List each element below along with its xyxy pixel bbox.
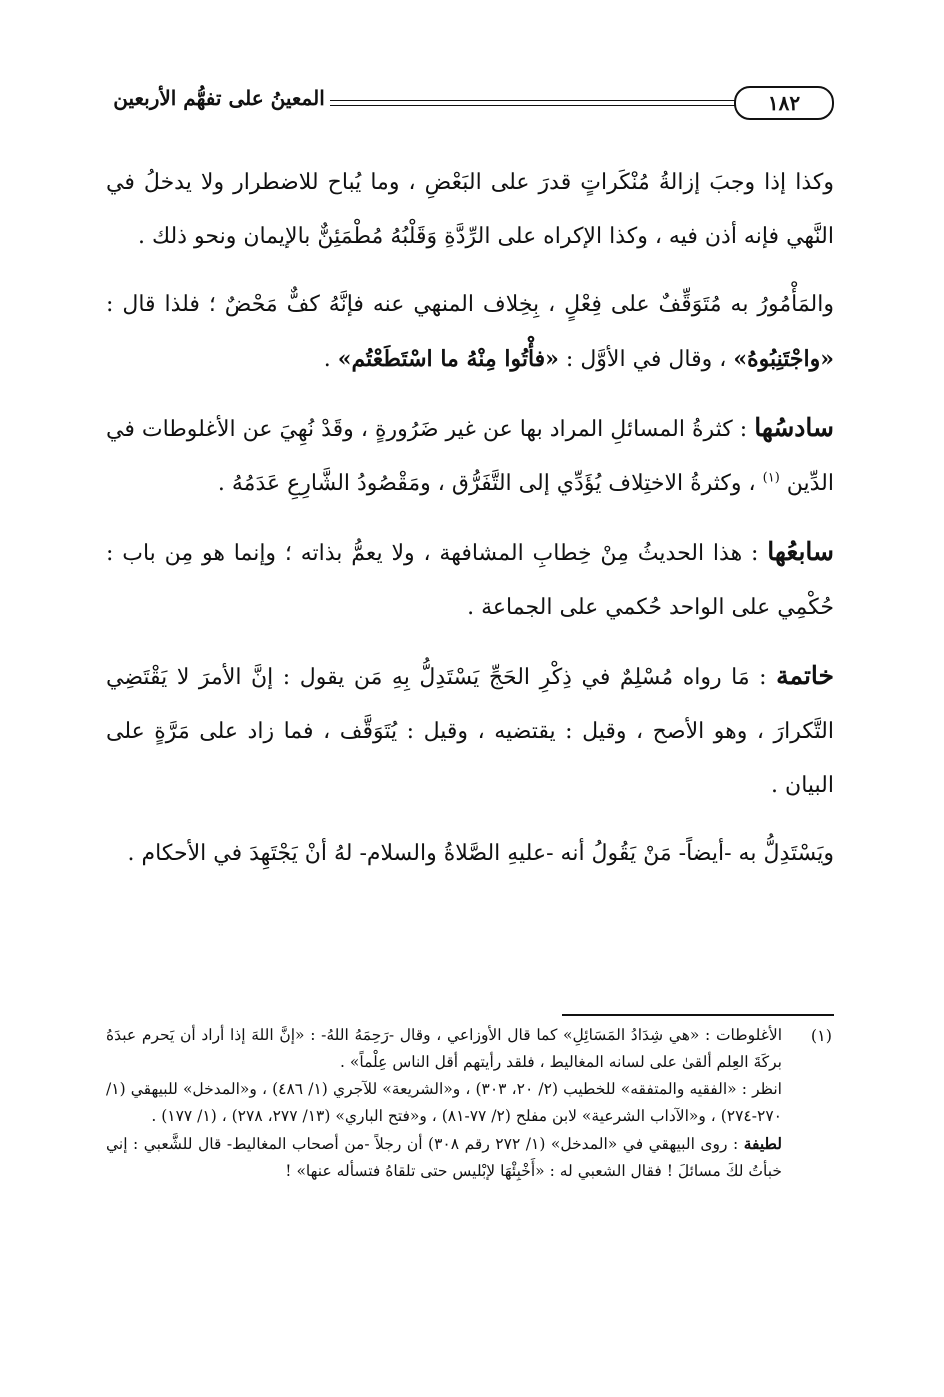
page-number: ١٨٢ — [734, 86, 834, 120]
paragraph-1: وكذا إذا وجبَ إزالةُ مُنْكَراتٍ قدرَ على البَعْضِ ، وما يُباح للاضطرار ولا يدخلُ في النَّهي فإنه أذن فيه ، وكذا الإكراه على الرِّدَّةِ وَقَلْبُهُ مُطْمَئِنٌّ بالإيمان ونحو ذلك . — [106, 170, 834, 249]
paragraph-4 — [106, 525, 834, 635]
footnote-reference[interactable]: (١) — [762, 470, 780, 486]
paragraph-4-text: : هذا الحديثُ مِنْ خِطابِ المشافهة ، ولا يعمُّ بذاته ؛ وإنما هو مِن باب : حُكْمِي على الواحد حُكمي على الجماعة . — [106, 541, 834, 620]
paragraph-5 — [106, 649, 834, 813]
footnote-separator — [562, 1014, 834, 1016]
footnote-line-1: الأغلوطات : «هي شِدَادُ المَسَائِلِ» كما قال الأوزاعي ، وقال -رَحِمَهُ اللهُ- : «إنَّ اللهَ إذا أراد أن يَحرم عبدَهُ بركَةَ العِلم ألقىٰ على لسانه المغاليط ، فلقد رأيتهم أقل الناس عِلْماً» . — [106, 1026, 782, 1071]
paragraph-2-text-c: . — [323, 347, 338, 372]
page-header — [0, 84, 944, 124]
header-rule — [330, 100, 738, 106]
quote-ijtanibuhu: «واجْتَنِبُوهُ» — [733, 346, 834, 372]
paragraph-3-text-a: : كثرةُ المسائلِ المراد بها عن غير ضَرُورةٍ ، وقَدْ نُهِيَ عن الأغلوطات في الدِّين — [106, 417, 834, 496]
paragraph-3-text-b: ، وكثرةُ الاختِلاف يُؤَدِّي إلى التَّفَرُّق ، ومَقْصُودُ الشَّارِعِ عَدَمُهُ . — [217, 471, 763, 496]
paragraph-5-text: : مَا رواه مُسْلِمٌ في ذِكْرِ الحَجِّ يَسْتَدِلُّ بِهِ مَن يقول : إنَّ الأمرَ لا يَقْتَضِي التَّكرارَ ، وهو الأصح ، وقيل : يقتضيه ، وقيل : يُتَوَقَّف ، فما زاد على مَرَّةٍ على البيان . — [106, 665, 834, 798]
heading-conclusion: خاتمة — [776, 661, 834, 690]
footnote-note-text: : روى البيهقي في «المدخل» (١/ ٢٧٢ رقم ٣٠٨) أن رجلاً -من أصحاب المغاليط- قال للشَّعبي : إني خبأتُ لكَ مسائلَ ! فقال الشعبي له : «أَخْبِئْهَا لإبْليس حتى تلقاهُ فتسأله عنها» ! — [106, 1135, 782, 1180]
heading-sixth: سادسُها — [754, 413, 834, 442]
paragraph-2-text-a: والمَأْمُورُ به مُتَوَقِّفٌ على فِعْلٍ ، بِخِلاف المنهي عنه فإنَّهُ كفٌّ مَحْضٌ ؛ فلذا قال : — [106, 292, 834, 317]
book-title: المعينُ على تفهُّم الأربعين — [113, 86, 325, 110]
paragraph-3 — [106, 401, 834, 511]
footnote — [106, 1022, 834, 1185]
quote-fatu-minhu: «فأْتُوا مِنْهُ ما اسْتَطَعْتُم» — [337, 346, 559, 372]
paragraph-2-text-b: ، وقال في الأوَّل : — [558, 347, 734, 372]
footnote-marker: (١) — [810, 1026, 832, 1045]
footnote-line-3 — [106, 1130, 782, 1185]
footnote-note-label: لطيفة — [743, 1134, 782, 1153]
paragraph-2 — [106, 278, 834, 387]
footnote-body — [106, 1022, 782, 1185]
heading-seventh: سابعُها — [767, 537, 834, 566]
main-text — [106, 156, 834, 881]
footnote-line-2: انظر : «الفقيه والمتفقه» للخطيب (٢/ ٢٠، ٣٠٣) ، و«الشريعة» للآجري (١/ ٤٨٦) ، و«المدخل» للبيهقي (١/ ٢٧٠-٢٧٤) ، و«الآداب الشرعية» لابن مفلح (٢/ ٧٧-٨١) ، و«فتح الباري» (١٣/ ٢٧٧، ٢٧٨) ، (١/ ١٧٧) . — [106, 1080, 782, 1125]
paragraph-6: ويَسْتَدِلُّ به -أيضاً- مَنْ يَقُولُ أنه -عليهِ الصَّلاةُ والسلام- لهُ أنْ يَجْتَهِدَ في الأحكام . — [127, 841, 834, 866]
